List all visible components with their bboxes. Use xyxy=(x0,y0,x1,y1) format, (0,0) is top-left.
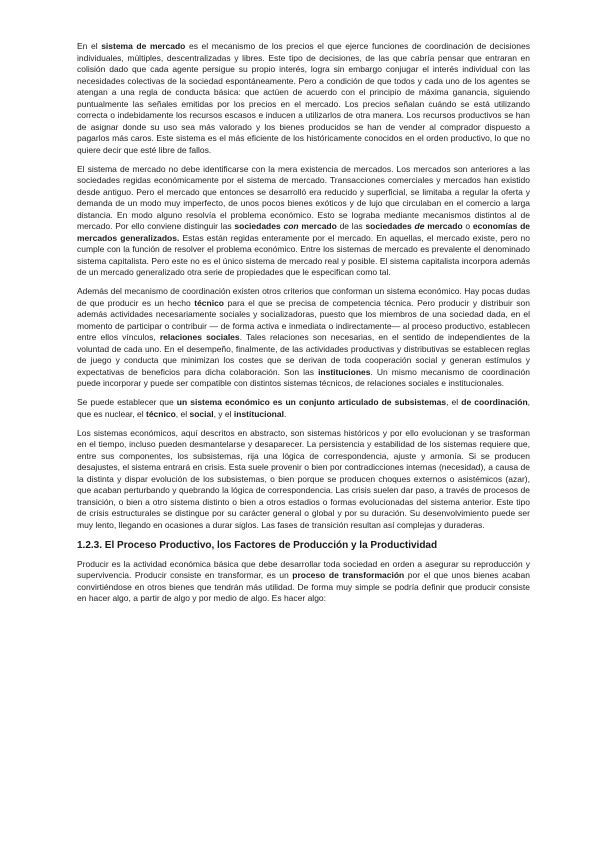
paragraph-market-system xyxy=(77,41,530,156)
text: Además del mecanismo de coordinación existen otros criterios que conforman un sistema económico. Hay pocas dudas de que producir es un hecho xyxy=(77,286,530,308)
bold-term: mercado xyxy=(424,221,463,231)
document-page xyxy=(77,41,530,612)
text: para el que se precisa de competencia técnica. Pero producir y distribuir son además actividades necesariamente sociales y socializadoras, puesto que los miembros de una sociedad dada, en el momento de participar o contribuir — de forma activa e inmediata o indirectamente— al proceso productivo, establecen entre ellos vínculos, xyxy=(77,297,530,342)
paragraph-historical-systems xyxy=(77,428,530,532)
bold-term: economías de mercados generalizados. xyxy=(77,221,530,243)
text: o xyxy=(462,221,473,231)
bold-term: social xyxy=(189,408,214,419)
bold-italic-term: con xyxy=(283,221,299,231)
text: . xyxy=(283,408,287,419)
text: , el xyxy=(175,408,190,419)
section-heading: 1.2.3. El Proceso Productivo, los Factores de Producción y la Productividad xyxy=(77,539,438,551)
bold-term: de coordinación xyxy=(461,397,528,407)
text: En el xyxy=(77,41,102,51)
bold-term: relaciones sociales xyxy=(159,332,240,342)
text: , el xyxy=(446,397,462,407)
paragraph-economic-system-definition xyxy=(77,397,530,420)
text: de las xyxy=(336,221,366,231)
text: por el que unos bienes acaban convirtiéndose en otros bienes que tendrán más utilidad. De forma muy simple se podría definir que producir consiste en hacer algo, a partir de algo y por medio de algo. Es hacer algo: xyxy=(77,570,530,603)
bold-term: sistema de mercado xyxy=(101,41,186,51)
bold-term: técnico xyxy=(146,408,176,419)
bold-term: institucional xyxy=(233,408,284,419)
bold-term: un sistema económico es un conjunto articulado de subsistemas xyxy=(176,397,447,407)
bold-term: mercado xyxy=(298,221,337,231)
text: El sistema de mercado no debe identificarse con la mera existencia de mercados. Los mercados son anteriores a las sociedades regidas económicamente por el sistema de mercado. Transacciones comerciales y mercados han existido desde antiguo. Pero el mercado que entonces se desarrolló era reducido y superficial, se limitaba a regular la oferta y demanda de un modo muy imperfecto, de unos pocos bienes exóticos y de lujo que circulaban en el comercio a larga distancia. En modo alguno resolvía el problema económico. Esto se lograba mediante mecanismos distintos al de mercado. Por ello conviene distinguir las xyxy=(77,163,530,231)
text: es el mecanismo de los precios el que ejerce funciones de coordinación de decisiones individuales, múltiples, descentralizadas y libres. Este tipo de decisiones, de las que cabría pensar que entraran en colisión dado que cada agente persigue su propio interés, logra sin embargo conjugar el interés individual con las necesidades colectivas de la sociedad espontáneamente. Pero a condición de que todos y cada uno de los agentes se atengan a una regla de conducta básica: que actúen de acuerdo con el principio de máxima ganancia, siguiendo puntualmente las señales emitidas por los precios en el mercado. Los precios señalan cuándo se está utilizando correcta o indebidamente los recursos escasos e inducen a utilizarlos de otra manera. Los recursos productivos se han de asignar donde su uso sea más valorado y los bienes producidos se han de vender al comprador dispuesto a pagarlos más caros. Este sistema es el más eficiente de los históricamente conocidos en el orden productivo, lo que no quiere decir que esté libre de fallos. xyxy=(77,41,530,155)
bold-term: instituciones xyxy=(318,366,371,377)
text: . Un mismo mecanismo de coordinación puede incorporar y puede ser compatible con distintos sistemas técnicos, de relaciones sociales e institucionales. xyxy=(77,366,530,388)
bold-term: técnico xyxy=(194,297,224,308)
paragraph-producing xyxy=(77,559,530,605)
text: Se puede establecer que xyxy=(77,397,177,407)
text: Producir es la actividad económica básica que debe desarrollar toda sociedad en orden a asegurar su reproducción y supervivencia. Producir consiste en transformar, es un xyxy=(77,558,530,580)
text: . Tales relaciones son necesarias, en el sentido de independientes de la voluntad de cada uno. En el desempeño, finalmente, de las actividades productivas y distributivas se establecen reglas de juego y conducta que minimizan los costes que se derivan de toda cooperación social y generan estímulos y expectativas de beneficios para dicha colaboración. Son las xyxy=(77,332,530,377)
bold-term: sociedades xyxy=(365,221,415,231)
text: , y el xyxy=(213,408,234,419)
bold-italic-term: de xyxy=(414,221,425,231)
paragraph-coordination-criteria xyxy=(77,286,530,390)
bold-term: proceso de transformación xyxy=(292,570,405,580)
text: , que es nuclear, el xyxy=(77,397,531,419)
text: Estas están regidas enteramente por el mercado. En aquellas, el mercado existe, pero no cumple con la función de resolver el problema económico. Entre los sistemas de mercado es prevalente el denominado sistema capitalista. Pero este no es el único sistema de mercado real y posible. El sistema capitalista incorpora además de un mercado generalizado otra serie de propiedades que le especifican como tal. xyxy=(77,232,530,277)
bold-term: sociedades xyxy=(234,221,284,231)
text: Los sistemas económicos, aquí descritos en abstracto, son sistemas históricos y por ello evolucionan y se trasforman en el tiempo, incluso pueden desmantelarse y desaparecer. La persistencia y estabilidad de los sistemas requiere que, entre sus componentes, los subsistemas, rija una lógica de correspondencia, ajuste y armonía. Si se producen desajustes, el sistema entrará en crisis. Esta suele provenir o bien por contradicciones internas (necesidad), a causa de la distinta y dispar evolución de los subsistemas, o bien porque se producen choques externos o asistémicos (azar), que acaban perturbando y quebrando la lógica de correspondencia. Las crisis suelen dar paso, a través de procesos de transición, o bien a otro sistema distinto o bien a otros estadios o formas evolucionadas del sistema anterior. Este tipo de crisis estructurales se distingue por su carácter general o global y por su duración. Su desenvolvimiento puede ser muy lento, llegando en ocasiones a durar siglos. Las fases de transición resultan así complejas y duraderas. xyxy=(77,427,530,530)
paragraph-markets-history xyxy=(77,164,530,279)
